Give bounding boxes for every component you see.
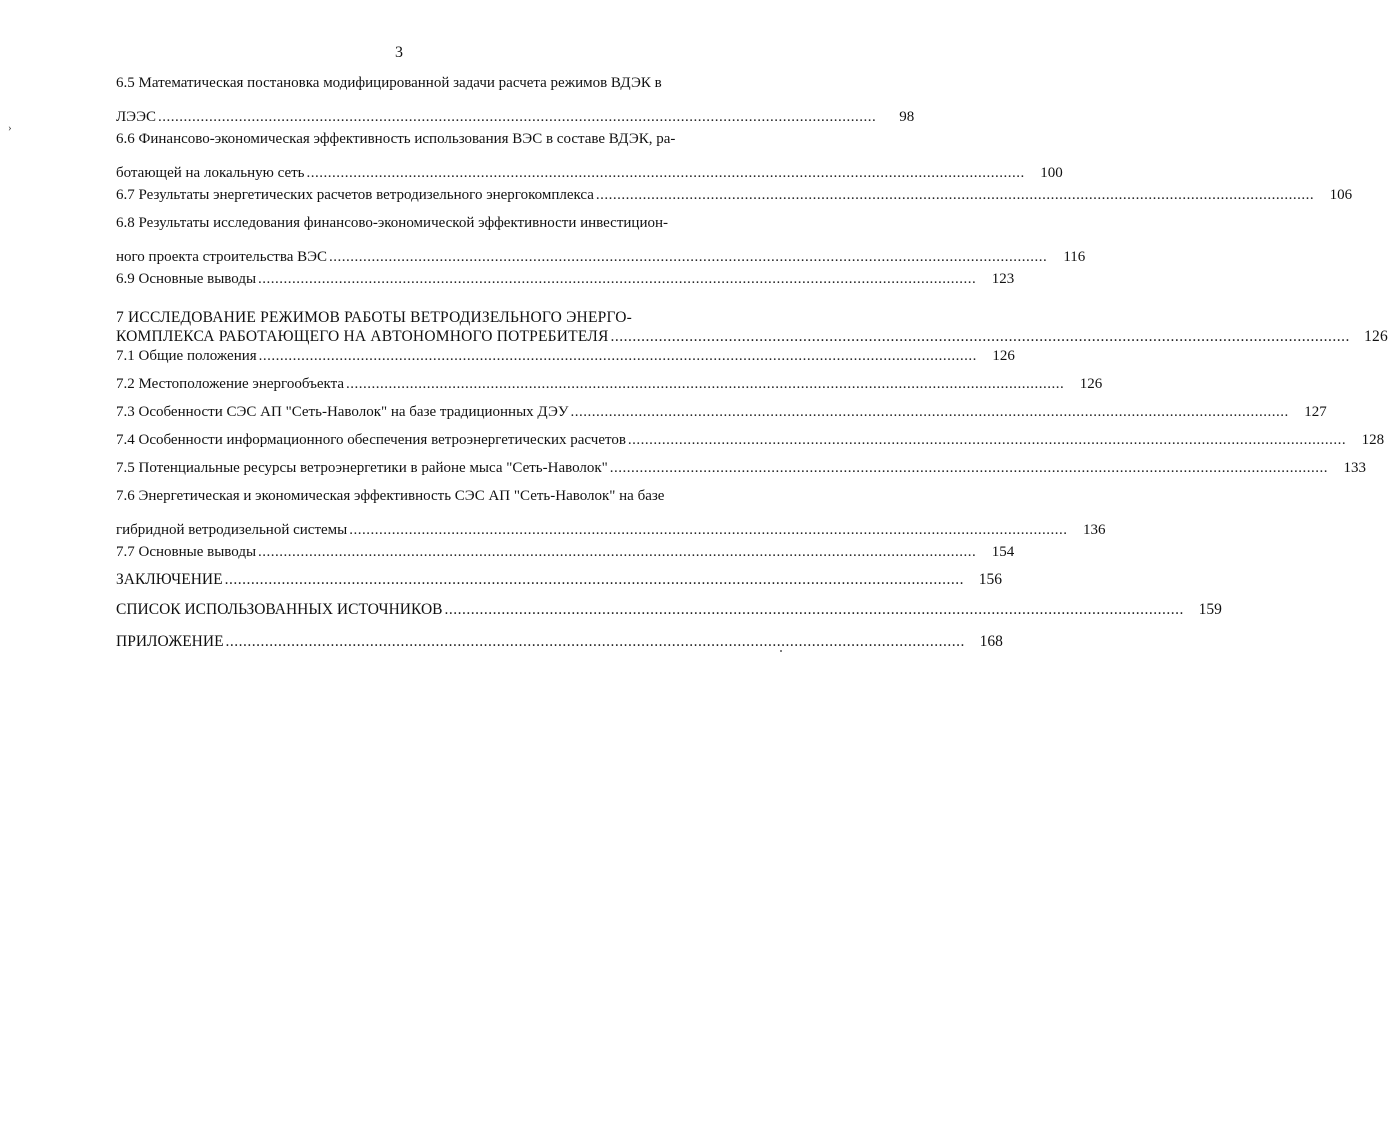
dot-leader: ......................................................................................................................................................................... <box>627 432 1347 448</box>
toc-page-number: 168 <box>979 633 1003 650</box>
toc-page-number: 159 <box>1198 601 1222 618</box>
toc-entry-title: КОМПЛЕКСА РАБОТАЮЩЕГО НА АВТОНОМНОГО ПОТРЕБИТЕЛЯ <box>116 328 609 345</box>
toc-page-number: 127 <box>1304 404 1327 420</box>
toc-entry-line: 6.6 Финансово-экономическая эффективность использования ВЭС в составе ВДЭК, ра- <box>116 131 676 147</box>
dot-leader: ......................................................................................................................................................................... <box>306 165 1025 181</box>
toc-entry-appendix[interactable] <box>116 633 1003 651</box>
toc-entry-title: ЗАКЛЮЧЕНИЕ <box>116 571 223 588</box>
toc-page-number: 98 <box>899 109 915 125</box>
toc-page-number: 126 <box>992 348 1015 364</box>
toc-page-number: 128 <box>1361 432 1385 448</box>
toc-entry-line: 7.6 Энергетическая и экономическая эффективность СЭС АП "Сеть-Наволок" на базе <box>116 488 665 504</box>
dot-leader: ......................................................................................................................................................................... <box>329 249 1048 265</box>
dot-leader: ......................................................................................................................................................................... <box>444 601 1184 618</box>
dot-leader: ......................................................................................................................................................................... <box>225 633 965 650</box>
toc-entry-7-4[interactable] <box>116 431 1385 449</box>
dot-leader: ......................................................................................................................................................................... <box>609 460 1329 476</box>
toc-entry-7-6[interactable] <box>116 487 1106 539</box>
toc-entry-title: гибридной ветродизельной системы <box>116 522 348 538</box>
toc-entry-title: 7.4 Особенности информационного обеспечения ветроэнергетических расчетов <box>116 432 626 448</box>
dot-leader: ......................................................................................................................................................................... <box>258 348 977 364</box>
toc-page-number: 100 <box>1040 165 1063 181</box>
toc-entry-line: 6.5 Математическая постановка модифицированной задачи расчета режимов ВДЭК в <box>116 75 662 91</box>
dot-leader: ......................................................................................................................................................................... <box>595 187 1315 203</box>
dot-leader: ......................................................................................................................................................................... <box>570 404 1289 420</box>
page-number: 3 <box>395 44 403 61</box>
toc-page-number: 156 <box>978 571 1002 588</box>
toc-entry-7-2[interactable] <box>116 375 1103 393</box>
toc-entry-6-8[interactable] <box>116 214 1086 266</box>
dot-leader: ......................................................................................................................................................................... <box>157 109 877 125</box>
toc-entry-references[interactable] <box>116 601 1222 619</box>
toc-entry-line: 7 ИССЛЕДОВАНИЕ РЕЖИМОВ РАБОТЫ ВЕТРОДИЗЕЛЬНОГО ЭНЕРГО- <box>116 309 632 326</box>
toc-entry-title: ботающей на локальную сеть <box>116 165 305 181</box>
toc-page-number: 126 <box>1364 328 1388 345</box>
dot-leader: ......................................................................................................................................................................... <box>224 571 964 588</box>
toc-entry-title: ПРИЛОЖЕНИЕ <box>116 633 224 650</box>
toc-page-number: 133 <box>1343 460 1367 476</box>
toc-entry-title: 7.2 Местоположение энергообъекта <box>116 376 344 392</box>
toc-entry-title: ного проекта строительства ВЭС <box>116 249 328 265</box>
toc-entry-title: 6.7 Результаты энергетических расчетов ветродизельного энергокомплекса <box>116 187 594 203</box>
toc-entry-7-3[interactable] <box>116 403 1327 421</box>
dot-leader: ......................................................................................................................................................................... <box>349 522 1068 538</box>
toc-entry-title: 7.7 Основные выводы <box>116 544 257 560</box>
toc-entry-6-9[interactable] <box>116 270 1015 288</box>
toc-page-number: 154 <box>991 544 1015 560</box>
toc-entry-title: 7.1 Общие положения <box>116 348 257 364</box>
toc-entry-conclusion[interactable] <box>116 571 1002 589</box>
toc-entry-title: СПИСОК ИСПОЛЬЗОВАННЫХ ИСТОЧНИКОВ <box>116 601 443 618</box>
toc-entry-line: 6.8 Результаты исследования финансово-экономической эффективности инвестицион- <box>116 215 669 231</box>
toc-entry-6-7[interactable] <box>116 186 1353 204</box>
toc-entry-7-1[interactable] <box>116 347 1015 365</box>
toc-entry-title: ЛЭЭС <box>116 109 156 125</box>
toc-entry-title: 6.9 Основные выводы <box>116 271 257 287</box>
toc-entry-7-7[interactable] <box>116 543 1015 561</box>
toc-entry-title: 7.3 Особенности СЭС АП "Сеть-Наволок" на базе традиционных ДЭУ <box>116 404 569 420</box>
toc-page-number: 116 <box>1063 249 1086 265</box>
toc-entry-chapter-7[interactable] <box>116 309 1388 346</box>
margin-mark: › <box>8 122 12 134</box>
toc-page-number: 106 <box>1329 187 1353 203</box>
dot-leader: ......................................................................................................................................................................... <box>258 544 977 560</box>
toc-entry-6-5[interactable] <box>116 74 915 126</box>
toc-entry-7-5[interactable] <box>116 459 1367 477</box>
toc-page-number: 136 <box>1082 522 1106 538</box>
dot-leader: ......................................................................................................................................................................... <box>610 328 1350 345</box>
toc-page-number: 126 <box>1079 376 1103 392</box>
toc-entry-6-6[interactable] <box>116 130 1063 182</box>
toc-entry-title: 7.5 Потенциальные ресурсы ветроэнергетики в районе мыса "Сеть-Наволок" <box>116 460 608 476</box>
dot-leader: ......................................................................................................................................................................... <box>345 376 1065 392</box>
toc-page-number: 123 <box>991 271 1015 287</box>
dot-leader: ......................................................................................................................................................................... <box>258 271 977 287</box>
